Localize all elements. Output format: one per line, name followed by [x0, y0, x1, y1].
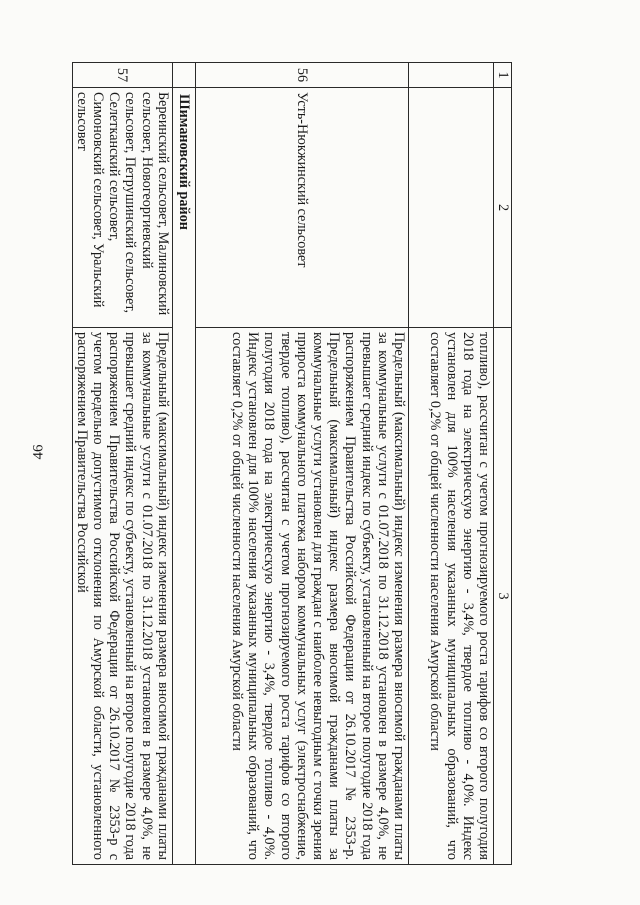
- header-row: [494, 63, 512, 865]
- cell-name-empty: [409, 88, 494, 328]
- municipality-name: Береинский сельсовет, Малиновский сельсовет, Новогеоргиевский сельсовет, Петрушинский сельсовет, Селетканский сельсовет, Симоновский сельсовет, Уральский сельсовет: [72, 88, 172, 328]
- header-col2: 2: [494, 88, 512, 328]
- district-title: Шимановский район: [172, 88, 195, 865]
- header-col1: 1: [494, 63, 512, 88]
- tariff-index-table: [72, 62, 512, 865]
- table-row-continuation: [409, 63, 494, 865]
- header-col3: 3: [494, 328, 512, 865]
- row-number: 57: [72, 63, 172, 88]
- table-row-57: [72, 63, 172, 865]
- row-number: 56: [196, 63, 409, 88]
- municipality-name: Усть-Нюкжинский сельсовет: [196, 88, 409, 328]
- index-description: Предельный (максимальный) индекс изменения размера вносимой гражданами платы за коммунальные услуги с 01.07.2018 по 31.12.2018 установлен в размере 4,0%, не превышает средний индекс по субъекту, установленный на второе полугодие 2018 года распоряжением Правительства Российской Федерации от 26.10.2017 № 2353-р. Предельный (максимальный) индекс размера вносимой гражданами платы за коммунальные услуги установлен для граждан с наиболее невыгодным с точки зрения прироста коммунального платежа набором коммунальных услуг (электроснабжение, твердое топливо), рассчитан с учетом прогнозируемого роста тарифов со второго полугодия 2018 года на электрическую энергию - 3,4%, твердое топливо - 4,0%. Индекс установлен для 100% населения указанных муниципальных образований, что составляет 0,2% от общей численности населения Амурской области: [196, 328, 409, 865]
- index-description: Предельный (максимальный) индекс изменения размера вносимой гражданами платы за коммунальные услуги с 01.07.2018 по 31.12.2018 установлен в размере 4,0%, не превышает средний индекс по субъекту, установленный на второе полугодие 2018 года распоряжением Правительства Российской Федерации от 26.10.2017 № 2353-р с учетом предельно допустимого отклонения по Амурской области, установленного распоряжением Правительства Российской: [72, 328, 172, 865]
- cell-num-empty: [409, 63, 494, 88]
- district-num-empty: [172, 63, 195, 88]
- district-row: [172, 63, 195, 865]
- cell-text-continuation: топливо), рассчитан с учетом прогнозируемого роста тарифов со второго полугодия 2018 года на электрическую энергию - 3,4%, твердое топливо - 4,0%. Индекс установлен для 100% населения указанных муниципальных образований, что составляет 0,2% от общей численности населения Амурской области: [409, 328, 494, 865]
- page-number: 46: [30, 444, 47, 460]
- document-table-wrapper: [73, 62, 512, 864]
- table-row-56: [196, 63, 409, 865]
